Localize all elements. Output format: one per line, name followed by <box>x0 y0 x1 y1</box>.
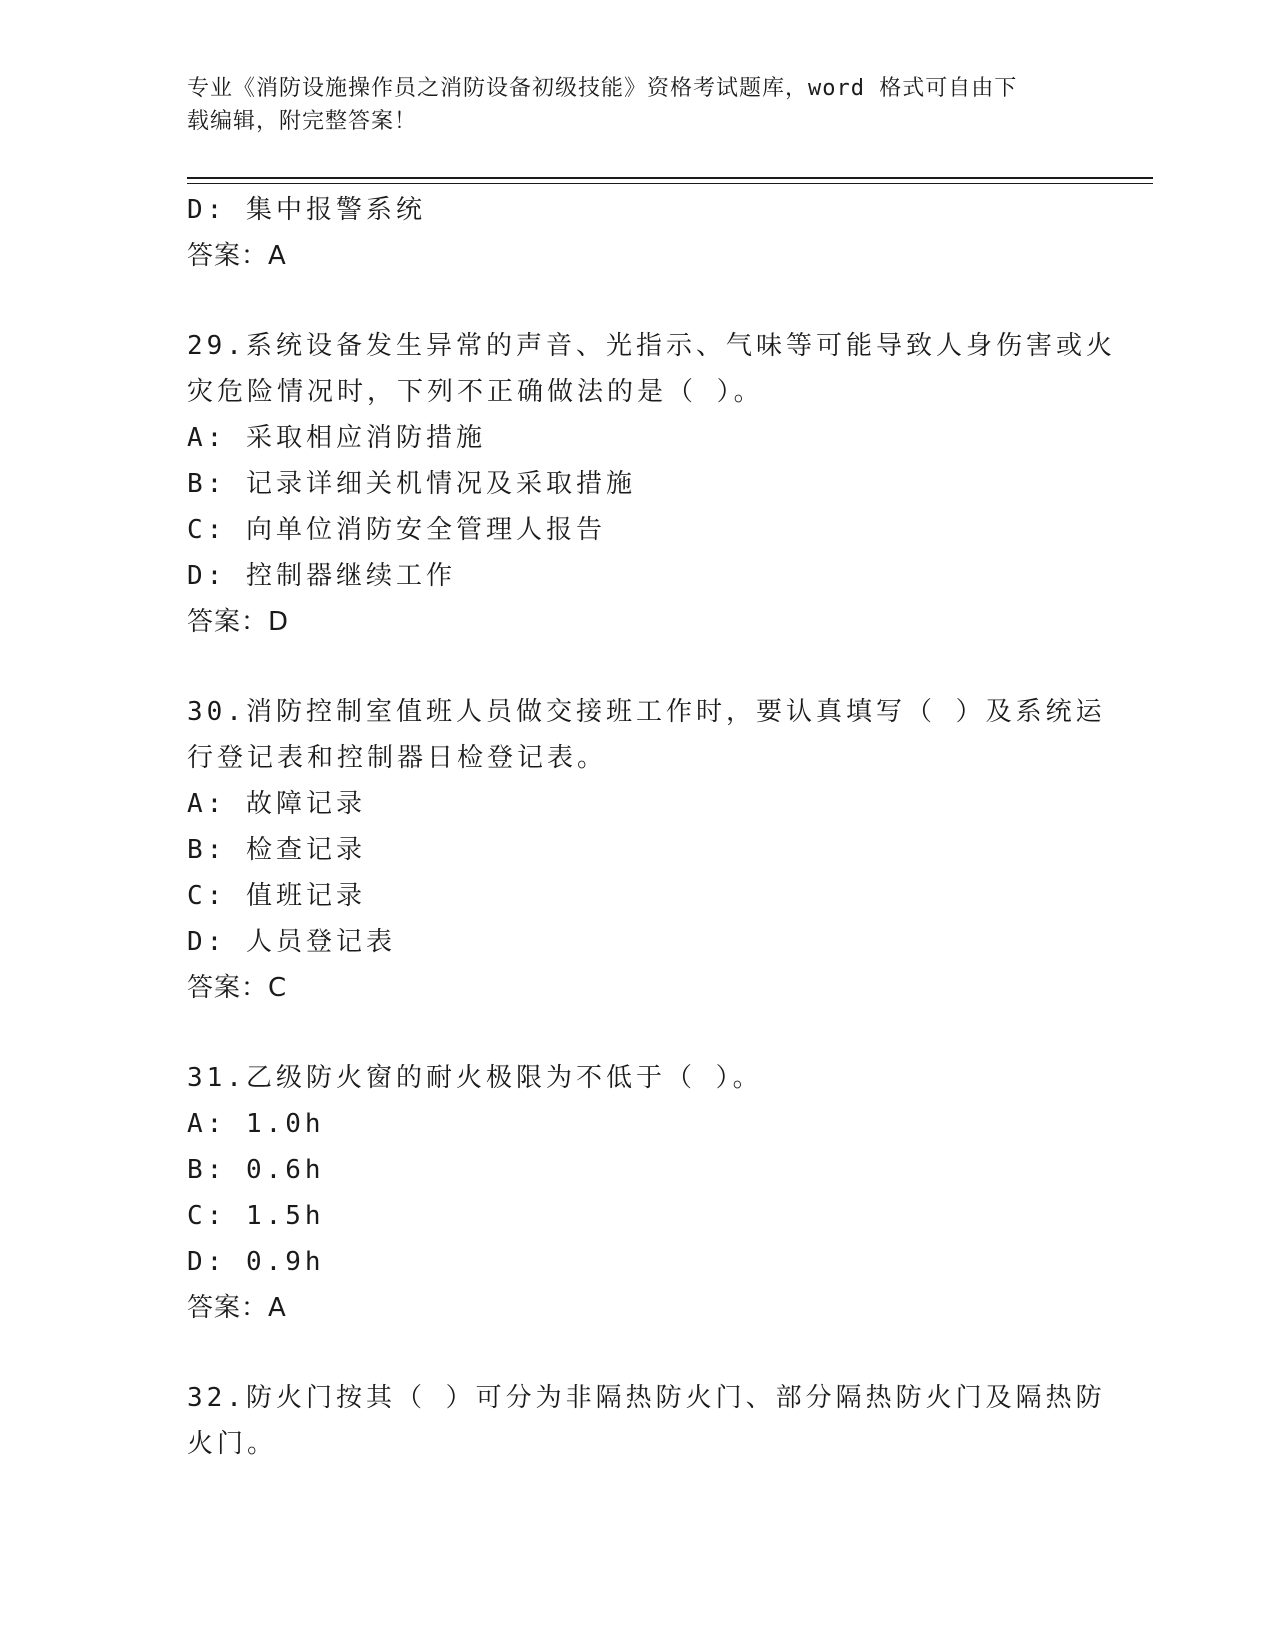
answer: 答案：C <box>187 973 288 1003</box>
option-d: D: 0.9h <box>187 1247 325 1277</box>
option-b: B: 记录详细关机情况及采取措施 <box>187 469 636 499</box>
option-c: C: 向单位消防安全管理人报告 <box>187 515 606 545</box>
spacer <box>187 1331 1087 1375</box>
spacer <box>187 1011 1087 1055</box>
question-stem: 30.消防控制室值班人员做交接班工作时，要认真填写（ ）及系统运 <box>187 697 1106 727</box>
option-b: B: 检查记录 <box>187 835 366 865</box>
option-b: B: 0.6h <box>187 1155 325 1185</box>
document-header <box>187 72 1067 138</box>
answer: 答案：D <box>187 607 290 637</box>
question-list <box>187 187 1116 1467</box>
question-stem-continued: 行登记表和控制器日检登记表。 <box>187 743 608 773</box>
question-stem: 31.乙级防火窗的耐火极限为不低于（ ）。 <box>187 1063 763 1093</box>
question-30 <box>187 689 1106 1011</box>
header-line-1: 专业《消防设施操作员之消防设备初级技能》资格考试题库，word 格式可自由下 <box>187 76 1018 101</box>
question-32 <box>187 1375 1106 1467</box>
question-28 <box>187 187 1087 279</box>
header-line-2: 载编辑，附完整答案！ <box>187 109 418 134</box>
option-d: D: 人员登记表 <box>187 927 396 957</box>
option-a: A: 故障记录 <box>187 789 366 819</box>
question-31 <box>187 1055 1087 1331</box>
spacer <box>187 645 1087 689</box>
question-stem: 32.防火门按其（ ）可分为非隔热防火门、部分隔热防火门及隔热防 <box>187 1383 1106 1413</box>
question-stem-continued: 灾危险情况时，下列不正确做法的是（ ）。 <box>187 377 764 407</box>
option-c: C: 1.5h <box>187 1201 325 1231</box>
option-c: C: 值班记录 <box>187 881 366 911</box>
question-stem-continued: 火门。 <box>187 1429 278 1459</box>
spacer <box>187 279 1087 323</box>
option-a: A: 1.0h <box>187 1109 325 1139</box>
answer: 答案：A <box>187 1293 287 1323</box>
question-29 <box>187 323 1116 645</box>
header-divider-thin <box>187 183 1153 184</box>
answer: 答案：A <box>187 241 287 271</box>
option-d: D: 控制器继续工作 <box>187 561 456 591</box>
header-divider-thick <box>187 177 1153 179</box>
option-d: D: 集中报警系统 <box>187 195 426 225</box>
question-stem: 29.系统设备发生异常的声音、光指示、气味等可能导致人身伤害或火 <box>187 331 1116 361</box>
option-a: A: 采取相应消防措施 <box>187 423 486 453</box>
